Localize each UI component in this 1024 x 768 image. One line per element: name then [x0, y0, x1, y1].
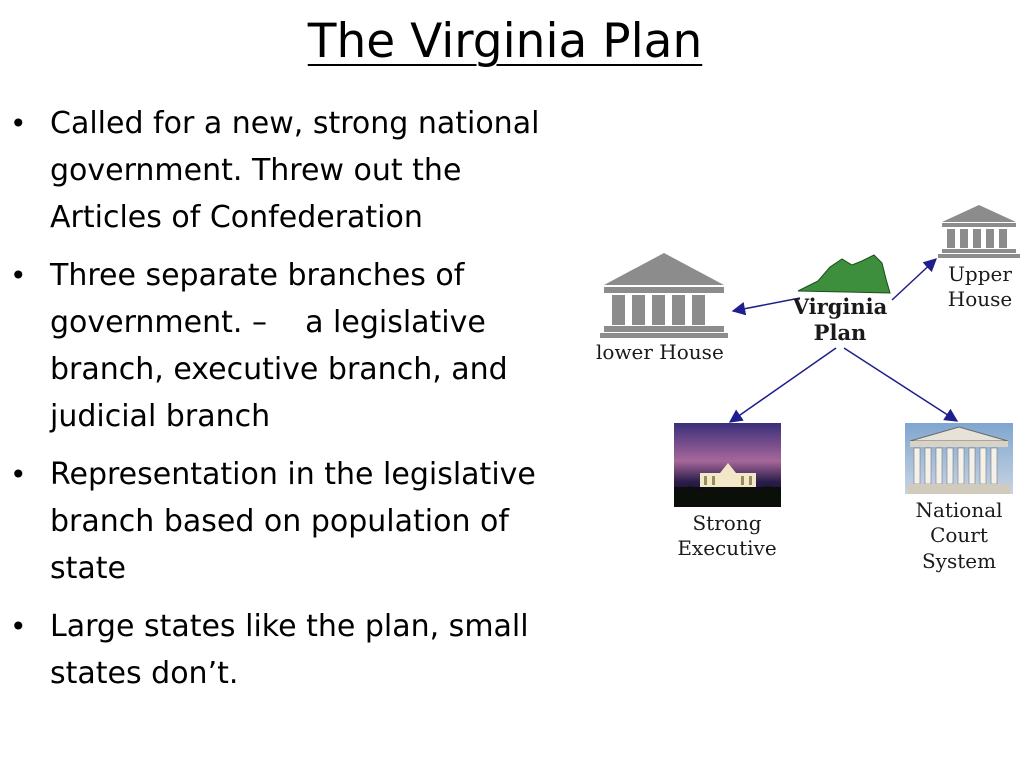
bullet-item: [10, 451, 580, 592]
bullet-text: Three separate branches of government. – a legislative branch, executive branch, and judicial branch: [50, 258, 508, 434]
executive-node: [674, 423, 781, 560]
court-label-line2: Court: [930, 523, 988, 547]
white-house-icon: [674, 423, 781, 507]
bullet-item: [10, 603, 580, 697]
bullet-item: [10, 100, 580, 241]
virginia-plan-label-line1: Virginia: [792, 294, 888, 319]
executive-label-line2: Executive: [677, 536, 777, 560]
court-label-line3: System: [921, 549, 997, 573]
court-node: [905, 423, 1013, 573]
supreme-court-icon: [905, 423, 1013, 494]
bullet-dot-icon: •: [10, 259, 27, 292]
capitol-building-icon: [600, 253, 728, 338]
executive-label-line1: Strong: [692, 511, 762, 535]
slide-title: [0, 10, 1010, 74]
bullet-text: Large states like the plan, small states don’t.: [50, 609, 529, 691]
court-label-line1: National: [915, 498, 1003, 522]
virginia-map-icon: [798, 255, 890, 293]
lower-house-label: lower House: [596, 340, 724, 364]
arrow-to-lower-house: [733, 298, 800, 311]
bullet-text: Called for a new, strong national government. Threw out the Articles of Confederation: [50, 106, 540, 235]
slide-title-text: The Virginia Plan: [307, 14, 703, 69]
arrow-to-executive: [730, 348, 836, 422]
bullet-dot-icon: •: [10, 610, 27, 643]
virginia-plan-node: [792, 255, 890, 345]
arrow-to-court: [844, 348, 957, 421]
bullet-list: [10, 100, 580, 708]
upper-house-node: [938, 205, 1020, 311]
upper-house-label-line2: House: [947, 287, 1013, 311]
bullet-text: Representation in the legislative branch based on population of state: [50, 457, 536, 586]
capitol-building-icon: [938, 205, 1020, 258]
bullet-dot-icon: •: [10, 107, 27, 140]
bullet-item: [10, 252, 580, 440]
bullet-dot-icon: •: [10, 458, 27, 491]
lower-house-node: [596, 253, 728, 364]
virginia-plan-label-line2: Plan: [813, 320, 867, 345]
arrow-to-upper-house: [892, 259, 936, 300]
upper-house-label-line1: Upper: [948, 262, 1012, 286]
virginia-plan-diagram: [590, 195, 1024, 590]
